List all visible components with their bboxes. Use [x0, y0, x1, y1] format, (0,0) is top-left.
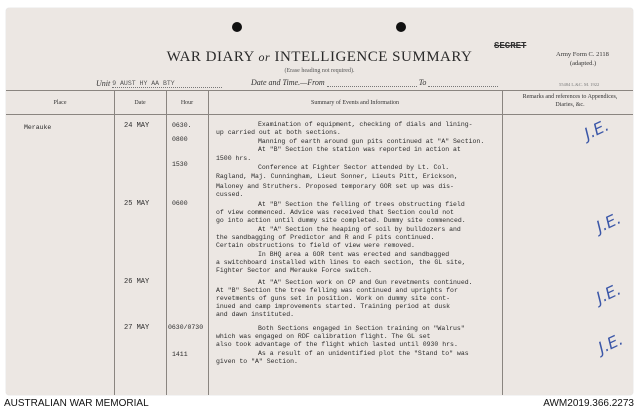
unit-value: 9 AUST HY AA BTY: [112, 80, 175, 87]
summary-line: which was engaged on RDF calibration flight. The GL set: [216, 333, 431, 340]
secret-stamp: SECRET: [494, 41, 527, 51]
col-header-place: Place: [53, 100, 67, 106]
summary-line: Conference at Fighter Sector attended by Lt. Col.: [258, 164, 450, 171]
col-divider: [166, 90, 167, 395]
summary-line: up carried out at both sections.: [216, 129, 341, 136]
table-top-rule: [6, 90, 633, 91]
form-title: WAR DIARY or INTELLIGENCE SUMMARY: [166, 49, 473, 65]
summary-line: inued and camp improvements started. Training period at dusk: [216, 303, 451, 310]
summary-line: and dawn instituted.: [216, 311, 295, 318]
col-divider: [208, 90, 209, 395]
erase-note: (Erase heading not required).: [284, 68, 355, 74]
summary-line: Ragland, Maj. Cunningham, Lieut Sonner, Lieuts Pitt, Erickson,: [216, 173, 458, 180]
summary-line: At "A" Section the heaping of soil by bulldozers and: [258, 226, 461, 233]
entry-date: 27 MAY: [124, 324, 150, 332]
col-divider: [502, 90, 503, 395]
datetime-field: Date and Time.—From To: [251, 78, 498, 87]
print-reference: 55484 L.&C. M. 1922: [559, 82, 600, 87]
archive-credit: AUSTRALIAN WAR MEMORIAL: [4, 398, 149, 409]
entry-hour: 1411: [172, 351, 188, 358]
summary-line: given to "A" Section.: [216, 358, 298, 365]
col-header-summary: Summary of Events and Information: [311, 100, 399, 106]
summary-line: Examination of equipment, checking of dials and lining-: [258, 121, 473, 128]
unit-field: Unit 9 AUST HY AA BTY: [96, 78, 222, 88]
entry-date: 24 MAY: [124, 122, 150, 130]
col-divider: [114, 90, 115, 395]
summary-line: cussed.: [216, 191, 244, 198]
summary-line: 1500 hrs.: [216, 155, 252, 162]
col-header-date: Date: [134, 100, 146, 106]
entry-hour: 1530: [172, 161, 188, 168]
col-header-hour: Hour: [180, 100, 194, 106]
summary-line: At "B" Section the felling of trees obstructing field: [258, 201, 465, 208]
punch-hole: [396, 22, 406, 32]
archive-reference: AWM2019.366.2273: [543, 398, 634, 409]
entry-hour: 0600: [172, 200, 188, 207]
summary-line: of view commenced. Advice was received that Section could not: [216, 209, 454, 216]
summary-line: Fighter Sector and Merauke Force switch.: [216, 267, 373, 274]
summary-line: go into action until dummy site completed. Dummy site commenced.: [216, 217, 466, 224]
entry-hour: 0630.: [172, 122, 192, 129]
col-header-remarks: Remarks and references to Appendices, Diaries, &c.: [522, 94, 618, 108]
summary-line: also took advantage of the flight which lasted until 0930 hrs.: [216, 341, 458, 348]
remarks-initials: J.E.: [581, 115, 612, 144]
summary-line: At "B" Section the tree felling was continued and uprights for: [216, 287, 458, 294]
entry-date: 26 MAY: [124, 278, 150, 286]
table-header-rule: [6, 114, 633, 115]
remarks-initials: J.E.: [595, 329, 626, 358]
remarks-initials: J.E.: [593, 208, 624, 237]
summary-line: Maloney and Struthers. Proposed temporary GOR set up was dis-: [216, 183, 454, 190]
summary-line: At "A" Section work on CP and Gun revetments continued.: [258, 279, 473, 286]
entry-date: 25 MAY: [124, 200, 150, 208]
remarks-initials: J.E.: [593, 279, 624, 308]
place-value: Merauke: [24, 124, 52, 131]
punch-hole: [232, 22, 242, 32]
entry-hour: 0630/0730: [168, 324, 204, 331]
summary-line: In BHQ area a GOR tent was erected and sandbagged: [258, 251, 450, 258]
summary-line: Certain obstructions to field of view were removed.: [216, 242, 415, 249]
summary-line: Both Sections engaged in Section training on "Walrus": [258, 325, 465, 332]
summary-line: a switchboard installed with lines to each section, the GL site,: [216, 259, 466, 266]
summary-line: At "B" Section the station was reported in action at: [258, 146, 461, 153]
entry-hour: 0800: [172, 136, 188, 143]
form-reference: Army Form C. 2118 (adapted.): [556, 51, 609, 67]
summary-line: the sandbagging of Predictor and R and F pits continued.: [216, 234, 435, 241]
summary-line: As a result of an unidentified plot the "Stand to" was: [258, 350, 469, 357]
diary-page: [6, 8, 633, 395]
summary-line: Manning of earth around gun pits continued at "A" Section.: [258, 138, 485, 145]
summary-line: revetments of guns set in position. Work on dummy site cont-: [216, 295, 451, 302]
